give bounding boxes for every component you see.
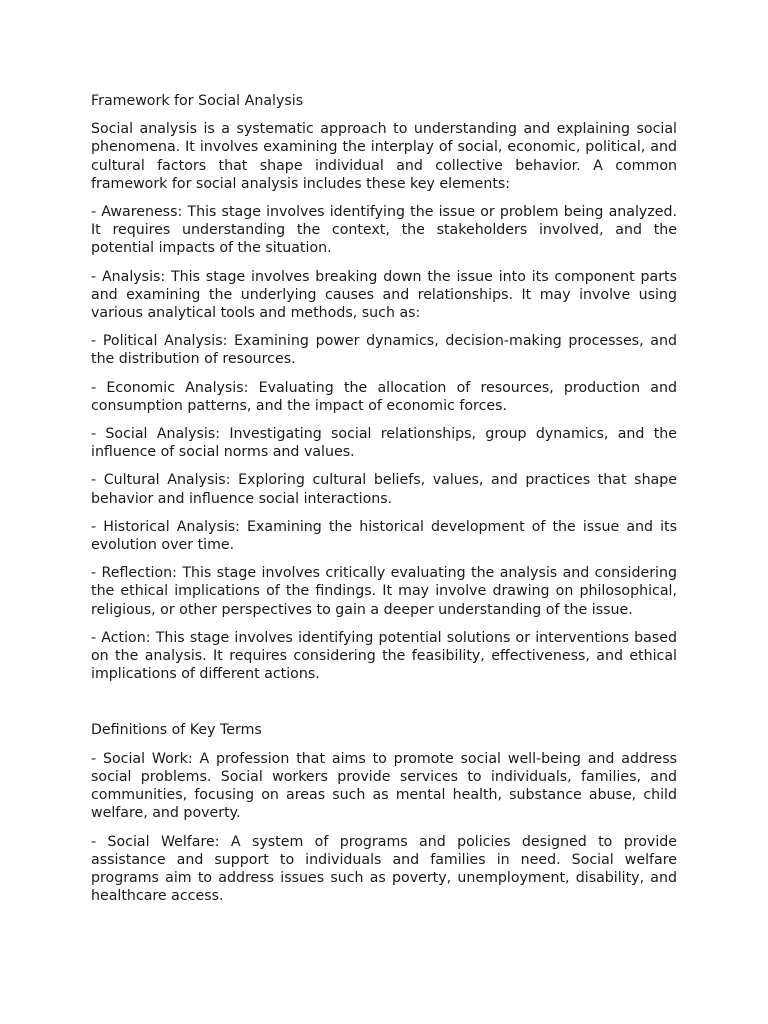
paragraph-analysis: - Analysis: This stage involves breaking down the issue into its component parts and examining the underlying causes and relationships. It may involve using various analytical tools and methods, such as: bbox=[91, 268, 677, 322]
paragraph-cultural-analysis: - Cultural Analysis: Exploring cultural beliefs, values, and practices that shape behavior and influence social interactions. bbox=[91, 472, 677, 507]
document-page bbox=[91, 92, 677, 915]
paragraph-social-analysis: - Social Analysis: Investigating social relationships, group dynamics, and the influence of social norms and values. bbox=[91, 426, 677, 461]
paragraph-intro: Social analysis is a systematic approach to understanding and explaining social phenomena. It involves examining the interplay of social, economic, political, and cultural factors that shape individual and collective behavior. A common framework for social analysis includes these key elements: bbox=[91, 121, 677, 192]
paragraph-political-analysis: - Political Analysis: Examining power dynamics, decision-making processes, and the distribution of resources. bbox=[91, 333, 677, 368]
section-title-definitions: Definitions of Key Terms bbox=[91, 722, 262, 739]
paragraph-reflection: - Reflection: This stage involves critically evaluating the analysis and considering the ethical implications of the findings. It may involve drawing on philosophical, religious, or other perspectives to gain a deeper understanding of the issue. bbox=[91, 565, 677, 618]
paragraph-social-work: - Social Work: A profession that aims to promote social well-being and address social problems. Social workers provide services to individuals, families, and communities, focusing on areas such as mental health, substance abuse, child welfare, and poverty. bbox=[91, 750, 677, 822]
paragraph-awareness: - Awareness: This stage involves identifying the issue or problem being analyzed. It requires understanding the context, the stakeholders involved, and the potential impacts of the situation. bbox=[91, 204, 677, 257]
paragraph-economic-analysis: - Economic Analysis: Evaluating the allocation of resources, production and consumption patterns, and the impact of economic forces. bbox=[91, 379, 677, 414]
section-spacer bbox=[91, 693, 677, 721]
section-title-framework: Framework for Social Analysis bbox=[91, 93, 304, 109]
paragraph-action: - Action: This stage involves identifying potential solutions or interventions based on the analysis. It requires considering the feasibility, effectiveness, and ethical implications of different actions. bbox=[91, 629, 677, 683]
paragraph-social-welfare: - Social Welfare: A system of programs and policies designed to provide assistance and support to individuals and families in need. Social welfare programs aim to address issues such as poverty, unemployment, disability, and healthcare access. bbox=[91, 833, 677, 905]
paragraph-historical-analysis: - Historical Analysis: Examining the historical development of the issue and its evolution over time. bbox=[91, 518, 677, 554]
